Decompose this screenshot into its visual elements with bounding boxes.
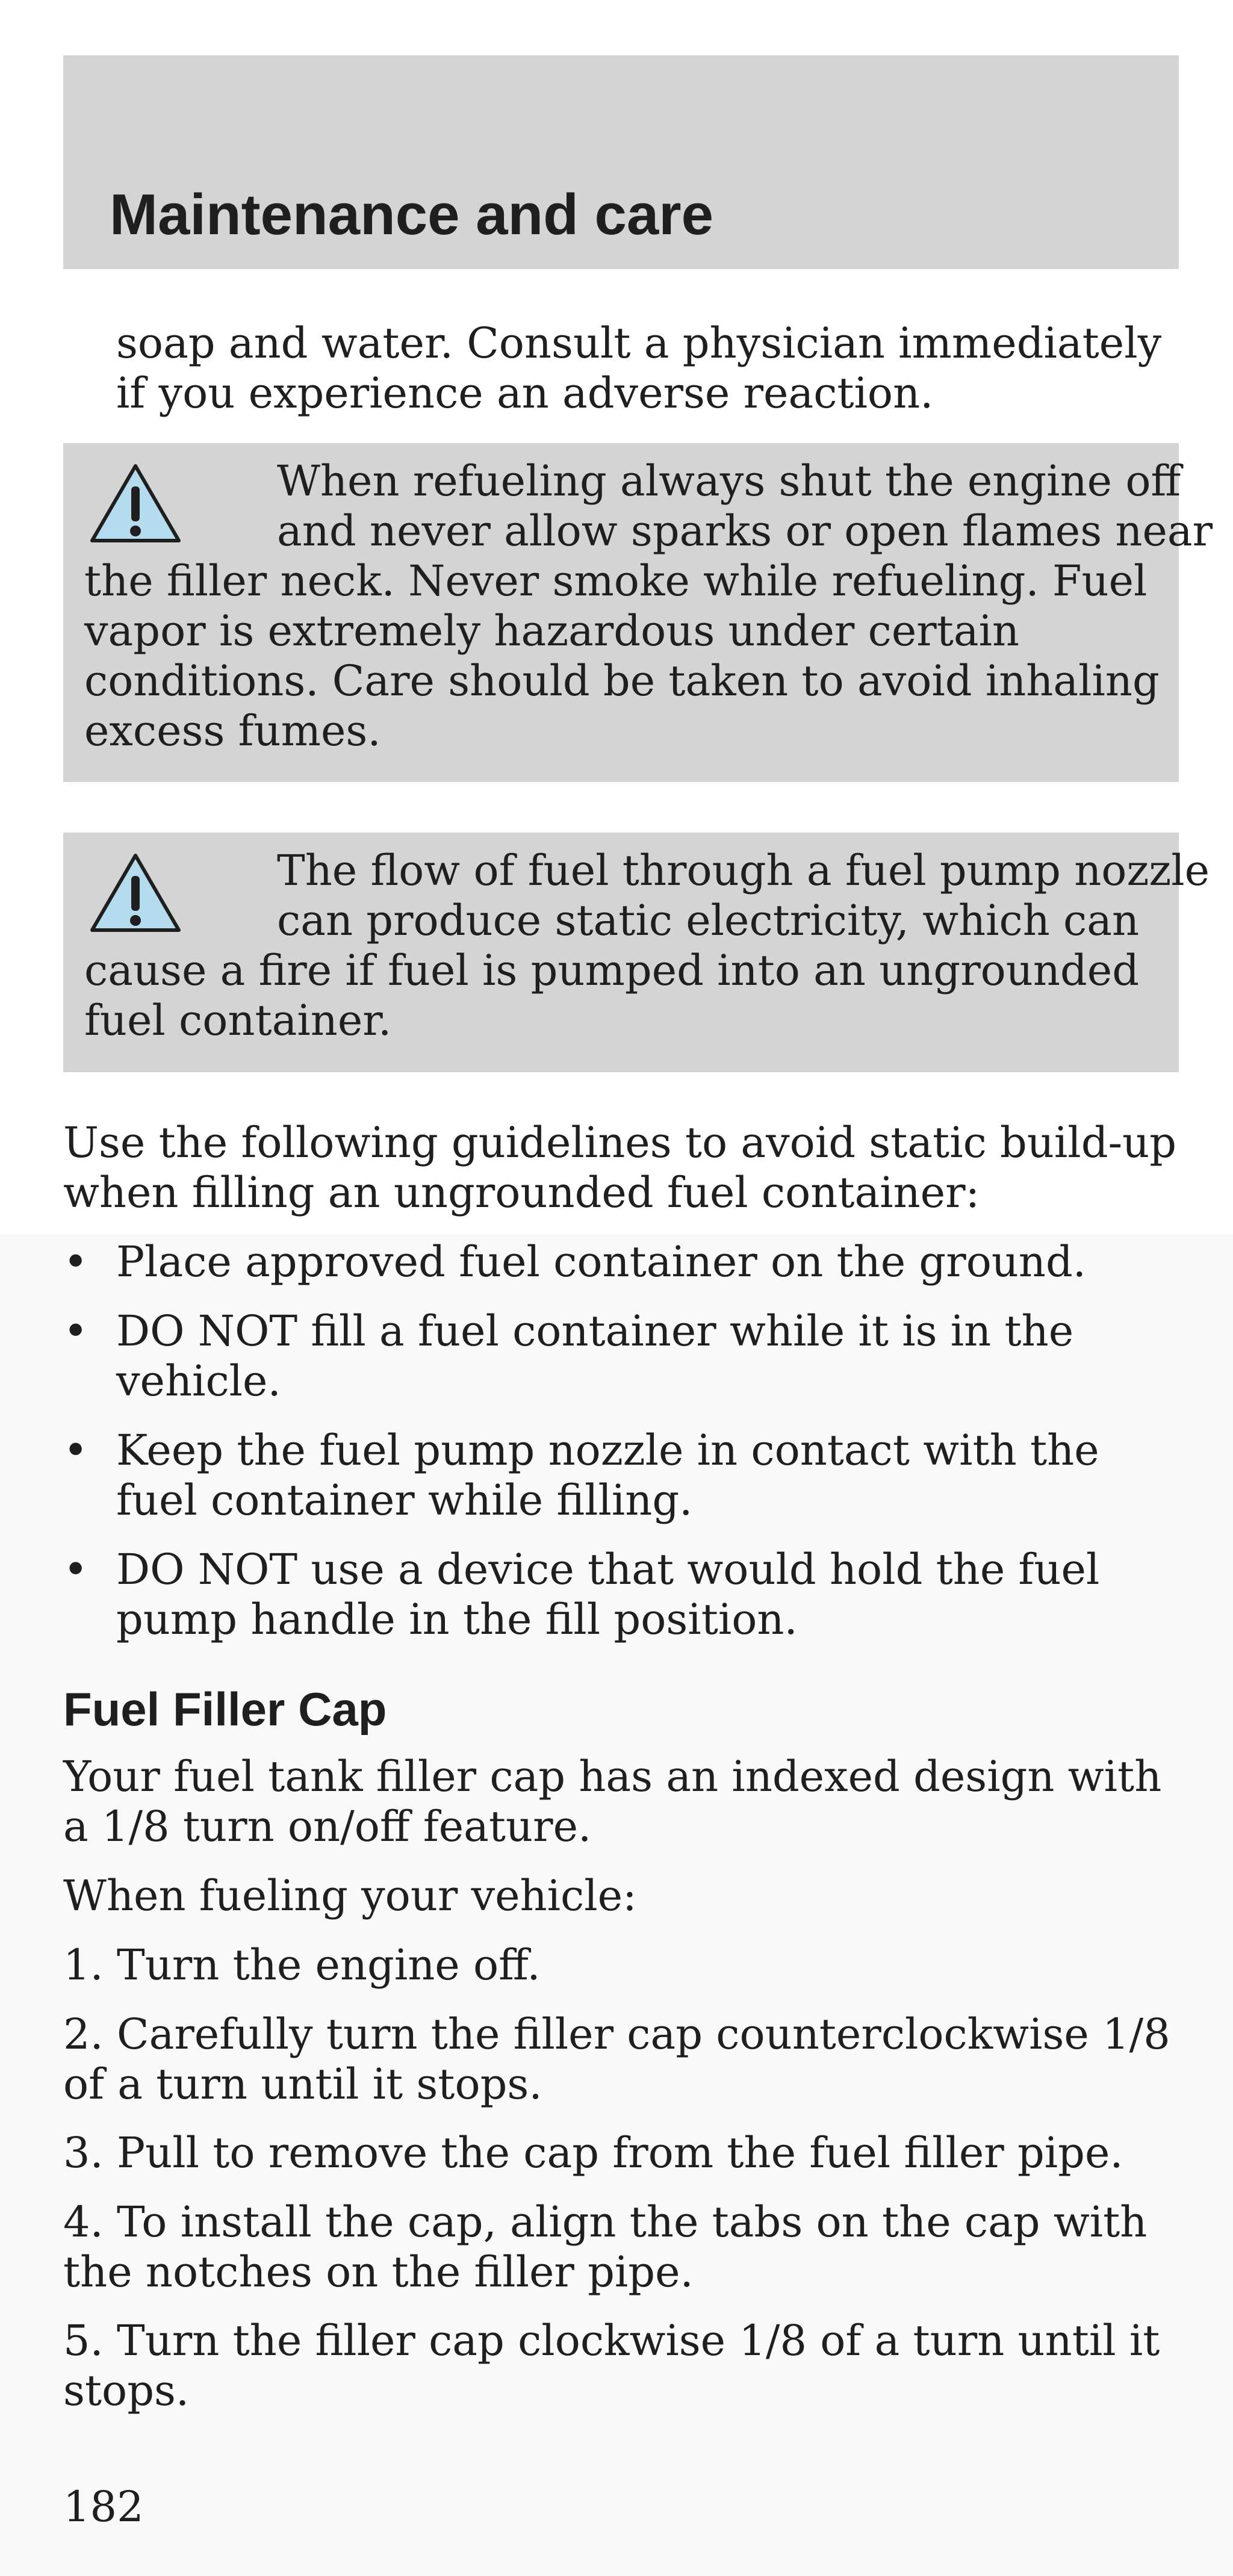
text-line: Keep the fuel pump nozzle in contact with the xyxy=(116,1426,1099,1475)
text-line: 3. Pull to remove the cap from the fuel filler pipe. xyxy=(63,2128,1123,2177)
text-line: DO NOT use a device that would hold the fuel xyxy=(116,1545,1100,1594)
section-header-band xyxy=(63,55,1179,269)
warning-text xyxy=(84,846,1210,1046)
text-line: and never allow sparks or open flames near xyxy=(277,506,1213,556)
text-line: Your fuel tank filler cap has an indexed design with xyxy=(63,1752,1162,1801)
text-line: fuel container while filling. xyxy=(116,1476,693,1525)
continuation-paragraph xyxy=(116,318,1161,418)
refueling-warning-box xyxy=(63,443,1213,782)
guidelines-intro xyxy=(63,1118,1176,1218)
text-line: if you experience an adverse reaction. xyxy=(116,368,934,418)
step-2 xyxy=(63,2010,1170,2109)
static-electricity-warning-box xyxy=(63,833,1210,1072)
fuel-filler-cap-heading: Fuel Filler Cap xyxy=(63,1683,387,1736)
list-item xyxy=(63,1237,1086,1287)
bullet-icon: • xyxy=(63,1426,89,1475)
bullet-icon: • xyxy=(63,1545,89,1594)
text-line: DO NOT fill a fuel container while it is in the xyxy=(116,1306,1074,1356)
filler-cap-description xyxy=(63,1752,1161,1852)
text-line: the notches on the filler pipe. xyxy=(63,2247,694,2297)
page-number: 182 xyxy=(63,2482,144,2531)
step-4 xyxy=(63,2197,1147,2297)
text-line: pump handle in the fill position. xyxy=(116,1595,798,1644)
text-line: soap and water. Consult a physician immediately xyxy=(116,318,1162,368)
text-line: When refueling always shut the engine off xyxy=(277,456,1181,506)
text-line: cause a fire if fuel is pumped into an ungrounded xyxy=(84,946,1140,995)
section-title: Maintenance and care xyxy=(110,182,714,247)
text-line: The flow of fuel through a fuel pump nozzle xyxy=(277,846,1210,895)
text-line: conditions. Care should be taken to avoid inhaling xyxy=(84,656,1160,706)
text-line: 4. To install the cap, align the tabs on the cap with xyxy=(63,2197,1148,2247)
text-line: the filler neck. Never smoke while refueling. Fuel xyxy=(84,556,1148,606)
text-line: a 1/8 turn on/off feature. xyxy=(63,1802,592,1851)
warning-text xyxy=(84,456,1213,756)
fueling-intro: When fueling your vehicle: xyxy=(63,1871,637,1920)
text-line: 2. Carefully turn the filler cap counterclockwise 1/8 xyxy=(63,2010,1170,2059)
text-line: excess fumes. xyxy=(84,706,381,756)
text-line: can produce static electricity, which can xyxy=(277,896,1140,945)
text-line: stops. xyxy=(63,2366,190,2415)
step-1 xyxy=(63,1940,541,1990)
bullet-icon: • xyxy=(63,1237,89,1286)
text-line: 5. Turn the filler cap clockwise 1/8 of a turn until it xyxy=(63,2316,1160,2365)
text-line: of a turn until it stops. xyxy=(63,2059,542,2109)
step-5 xyxy=(63,2316,1160,2416)
text-line: vapor is extremely hazardous under certain xyxy=(84,606,1020,656)
text-line: Place approved fuel container on the ground. xyxy=(116,1237,1087,1286)
text-line: when filling an ungrounded fuel container: xyxy=(63,1168,980,1217)
list-item xyxy=(63,1426,1099,1525)
text-line: Use the following guidelines to avoid static build-up xyxy=(63,1118,1177,1167)
text-line: fuel container. xyxy=(84,996,392,1045)
list-item xyxy=(63,1306,1073,1406)
list-item xyxy=(63,1545,1099,1645)
text-line: vehicle. xyxy=(116,1356,281,1406)
step-3 xyxy=(63,2128,1123,2178)
text-line: 1. Turn the engine off. xyxy=(63,1940,541,1990)
bullet-icon: • xyxy=(63,1306,89,1356)
